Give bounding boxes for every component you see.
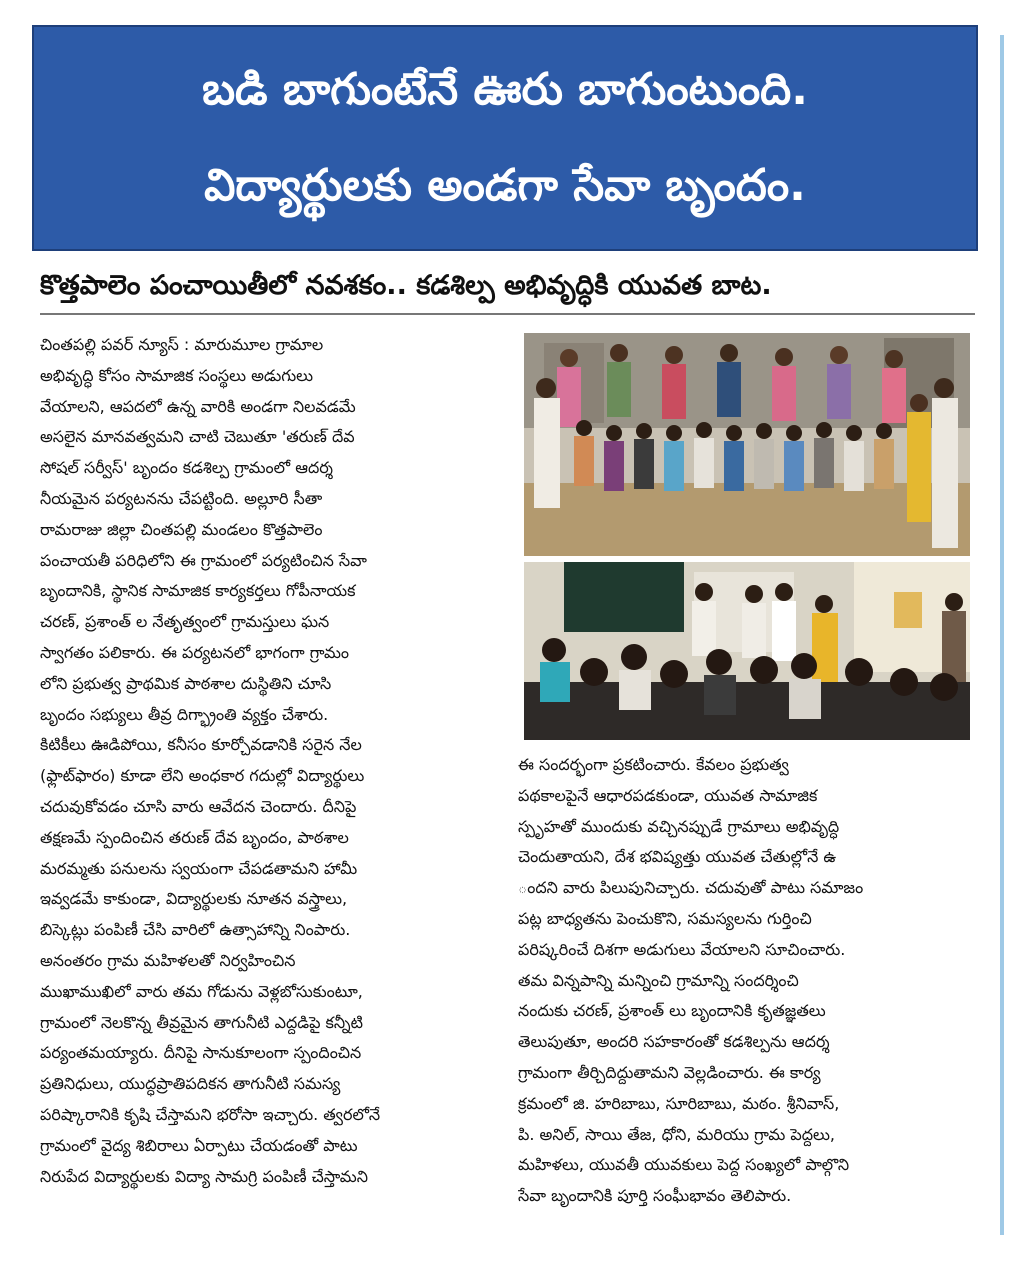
article-text-line: నిరుపేద విద్యార్థులకు విద్యా సామగ్రి పంపిణీ చేస్తామని xyxy=(40,1166,368,1186)
page-edge-strip xyxy=(1000,35,1004,1235)
article-text-line: పరిష్కారానికి కృషి చేస్తామని భరోసా ఇచ్చారు. త్వరలోనే xyxy=(40,1104,381,1124)
article-text-line: చింతపల్లి పవర్ న్యూస్ : మారుమూల గ్రామాల xyxy=(40,335,324,354)
article-text-line: అనంతరం గ్రామ మహిళలతో నిర్వహించిన xyxy=(40,950,296,970)
article-text-line: గ్రామంలో వైద్య శిబిరాలు ఏర్పాటు చేయడంతో పాటు xyxy=(40,1135,358,1155)
article-text-line: ఇవ్వడమే కాకుండా, విద్యార్థులకు నూతన వస్త్రాలు, xyxy=(40,889,348,909)
article-text-line: కిటికీలు ఊడిపోయి, కనీసం కూర్చోవడానికి సరైన నేల xyxy=(40,735,362,755)
article-text-line: నీయమైన పర్యటనను చేపట్టింది. అల్లూరి సీతా xyxy=(40,488,323,508)
article-text-line: చరణ్, ప్రశాంత్ ల నేతృత్వంలో గ్రామస్తులు ఘన xyxy=(40,612,330,632)
article-text-line: అసలైన మానవత్వమని చాటి చెబుతూ 'తరుణ్ దేవ xyxy=(40,427,355,447)
article-text-line: తమ విన్నపాన్ని మన్నించి గ్రామాన్ని సందర్శించి xyxy=(518,970,799,990)
group-photo xyxy=(524,333,970,556)
article-text-line: స్పృహతో ముందుకు వచ్చినప్పుడే గ్రామాలు అభివృద్ధి xyxy=(518,816,840,836)
article-text-line: గ్రామంలో నెలకొన్న తీవ్రమైన తాగునీటి ఎద్దడిపై కన్నీటి xyxy=(40,1012,363,1032)
article-left-column xyxy=(40,330,500,1192)
article-text-line: లోని ప్రభుత్వ ప్రాథమిక పాఠశాల దుస్థితిని చూసి xyxy=(40,673,332,693)
article-text-line: ముఖాముఖిలో వారు తమ గోడును వెళ్లబోసుకుంటూ, xyxy=(40,981,363,1001)
article-text-line: వేయాలని, ఆపదలో ఉన్న వారికి అండగా నిలవడమే xyxy=(40,396,356,416)
article-text-line: సేవా బృందానికి పూర్తి సంఘీభావం తెలిపారు. xyxy=(518,1186,792,1206)
article-right-column xyxy=(518,750,978,1212)
article-text-line: బృందం సభ్యులు తీవ్ర దిగ్భ్రాంతి వ్యక్తం చేశారు. xyxy=(40,704,329,724)
article-text-line: మరమ్మతు పనులను స్వయంగా చేపడతామని హామీ xyxy=(40,858,358,878)
article-text-line: అభివృద్ధి కోసం సామాజిక సంస్థలు అడుగులు xyxy=(40,365,314,385)
article-text-line: పథకాలపైనే ఆధారపడకుండా, యువత సామాజిక xyxy=(518,785,818,805)
article-text-line: పరిష్కరించే దిశగా అడుగులు వేయాలని సూచించారు. xyxy=(518,939,846,959)
article-text-line: బృందానికి, స్థానిక సామాజిక కార్యకర్తలు గోపీనాయక xyxy=(40,581,356,601)
classroom-photo xyxy=(524,562,970,740)
article-text-line: ందని వారు పిలుపునిచ్చారు. చదువుతో పాటు సమాజం xyxy=(518,878,864,898)
headline-line-2: విద్యార్థులకు అండగా సేవా బృందం. xyxy=(204,160,806,211)
article-text-line: ప్రతినిధులు, యుద్ధప్రాతిపదికన తాగునీటి సమస్య xyxy=(40,1074,341,1094)
article-text-line: చెందుతాయని, దేశ భవిష్యత్తు యువత చేతుల్లోనే ఉ xyxy=(518,847,837,867)
headline-line-1: బడి బాగుంటేనే ఊరు బాగుంటుంది. xyxy=(202,64,808,115)
article-text-line: బిస్కెట్లు పంపిణీ చేసి వారిలో ఉత్సాహాన్ని నింపారు. xyxy=(40,920,351,940)
article-text-line: సోషల్ సర్వీస్' బృందం కడశిల్ప గ్రామంలో ఆదర్శ xyxy=(40,458,334,478)
article-text-line: చదువుకోవడం చూసి వారు ఆవేదన చెందారు. దీనిపై xyxy=(40,796,357,816)
article-text-line: తెలుపుతూ, అందరి సహకారంతో కడశిల్పను ఆదర్శ xyxy=(518,1032,830,1052)
article-text-line: పంచాయతీ పరిధిలోని ఈ గ్రామంలో పర్యటించిన సేవా xyxy=(40,550,367,570)
article-text-line: తక్షణమే స్పందించిన తరుణ్ దేవ బృందం, పాఠశాల xyxy=(40,827,349,847)
article-text-line: పి. అనిల్, సాయి తేజ, ధోని, మరియు గ్రామ పెద్దలు, xyxy=(518,1124,835,1144)
article-text-line: మహిళలు, యువతీ యువకులు పెద్ద సంఖ్యలో పాల్గొని xyxy=(518,1155,850,1175)
headline-banner xyxy=(32,25,978,251)
article-text-line: (ఫ్లాట్‌ఫారం) కూడా లేని అంధకార గదుల్లో విద్యార్థులు xyxy=(40,766,365,786)
subheadline: కొత్తపాలెం పంచాయితీలో నవశకం.. కడశిల్ప అభివృద్ధికి యువత బాట. xyxy=(40,270,772,301)
article-text-line: ఈ సందర్భంగా ప్రకటించారు. కేవలం ప్రభుత్వ xyxy=(518,755,789,774)
article-text-line: క్రమంలో జి. హరిబాబు, సూరిబాబు, మఠం. శ్రీనివాస్, xyxy=(518,1093,840,1113)
divider-rule xyxy=(40,313,975,315)
article-text-line: నందుకు చరణ్, ప్రశాంత్ లు బృందానికి కృతజ్ఞతలు xyxy=(518,1001,826,1021)
article-text-line: పర్యంతమయ్యారు. దీనిపై సానుకూలంగా స్పందించిన xyxy=(40,1043,362,1063)
article-text-line: పట్ల బాధ్యతను పెంచుకొని, సమస్యలను గుర్తించి xyxy=(518,908,812,928)
article-text-line: గ్రామంగా తీర్చిదిద్దుతామని వెల్లడించారు. ఈ కార్య xyxy=(518,1062,821,1082)
article-text-line: రామరాజు జిల్లా చింతపల్లి మండలం కొత్తపాలెం xyxy=(40,519,323,539)
article-text-line: స్వాగతం పలికారు. ఈ పర్యటనలో భాగంగా గ్రామం xyxy=(40,642,349,662)
